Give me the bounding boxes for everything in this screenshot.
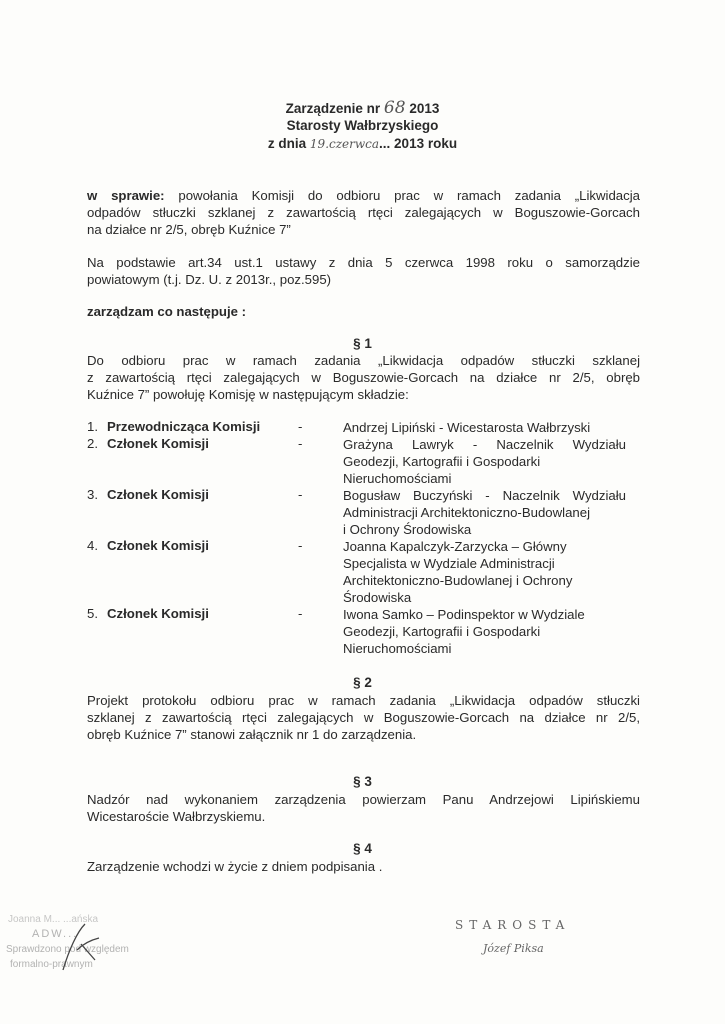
approval-stamp — [0, 912, 160, 1012]
title-year: 2013 — [409, 101, 440, 116]
stamp-line-2: ADW... — [32, 928, 79, 940]
date-prefix: z dnia — [267, 136, 307, 151]
section-1-text — [87, 352, 640, 403]
member-3-desc-line: Bogusław Buczyński - Naczelnik Wydziału — [343, 488, 626, 503]
subject-line-2: odpadów stłuczki szklanej z zawartością rtęci zalegających w Boguszowie-Gorcach — [87, 205, 640, 220]
stamp-line-4: formalno-prawnym — [10, 959, 93, 970]
member-4-number: 4. — [87, 538, 98, 553]
section-4-text — [87, 858, 640, 875]
member-2-desc-line: Grażyna Lawryk - Naczelnik Wydziału — [343, 437, 626, 452]
section-3-heading: § 3 — [353, 774, 372, 789]
member-2-desc — [343, 436, 626, 487]
member-4-desc-line: Architektoniczno-Budowlanej i Ochrony — [343, 573, 573, 588]
member-3-dash: - — [298, 487, 303, 502]
section-2-text — [87, 692, 640, 743]
starosta-stamp — [455, 918, 595, 955]
member-3-desc-line: Administracji Architektoniczno-Budowlanej — [343, 505, 591, 520]
member-1-number: 1. — [87, 419, 98, 434]
section-2-line-3: obręb Kuźnice 7” stanowi załącznik nr 1 do zarządzenia. — [87, 727, 417, 742]
member-5-number: 5. — [87, 606, 98, 621]
section-2-line-1: Projekt protokołu odbioru prac w ramach zadania „Likwidacja odpadów stłuczki — [87, 693, 640, 708]
member-5-desc-line: Geodezji, Kartografii i Gospodarki — [343, 624, 541, 639]
member-3-desc — [343, 487, 626, 538]
date-suffix: ... 2013 roku — [379, 136, 458, 151]
member-3-role: Członek Komisji — [107, 487, 209, 502]
member-3-desc-line: i Ochrony Środowiska — [343, 522, 472, 537]
subject-block — [87, 187, 640, 238]
signature: Józef Piksa — [483, 942, 544, 955]
subject-text-1: powołania Komisji do odbioru prac w ramach zadania „Likwidacja — [178, 188, 640, 203]
handwritten-number: 68 — [383, 98, 406, 118]
document-title — [0, 98, 725, 118]
section-4-heading: § 4 — [353, 841, 372, 856]
member-5-role: Członek Komisji — [107, 606, 209, 621]
subject-label: w sprawie: — [87, 188, 165, 203]
member-1-role: Przewodnicząca Komisji — [107, 419, 261, 434]
date-line — [0, 136, 725, 151]
section-3-text — [87, 791, 640, 825]
member-3-number: 3. — [87, 487, 98, 502]
member-2-desc-line: Nieruchomościami — [343, 471, 452, 486]
member-1-desc — [343, 419, 626, 436]
title-prefix: Zarządzenie nr — [285, 101, 381, 116]
section-4-line-1: Zarządzenie wchodzi w życie z dniem podpisania . — [87, 859, 383, 874]
legal-basis-line-2: powiatowym (t.j. Dz. U. z 2013r., poz.595) — [87, 272, 332, 287]
member-4-desc-line: Środowiska — [343, 590, 412, 605]
legal-basis — [87, 254, 640, 288]
stamp-title: STAROSTA — [455, 918, 571, 932]
initials-signature-icon — [55, 920, 105, 975]
issuer-line: Starosty Wałbrzyskiego — [286, 118, 439, 133]
member-4-desc-line: Joanna Kapalczyk-Zarzycka – Główny — [343, 539, 567, 554]
section-2-heading: § 2 — [353, 675, 372, 690]
section-3-line-2: Wicestaroście Wałbrzyskiemu. — [87, 809, 266, 824]
subject-line-3: na działce nr 2/5, obręb Kuźnice 7” — [87, 222, 291, 237]
stamp-line-1: Joanna M... ...ańska — [8, 914, 99, 925]
member-5-desc — [343, 606, 626, 657]
handwritten-date: 19.czerwca — [309, 137, 380, 151]
member-1-desc-line: Andrzej Lipiński - Wicestarosta Wałbrzyski — [343, 420, 591, 435]
member-4-dash: - — [298, 538, 303, 553]
section-1-line-1: Do odbioru prac w ramach zadania „Likwidacja odpadów stłuczki szklanej — [87, 353, 640, 368]
section-1-heading: § 1 — [353, 336, 372, 351]
member-4-desc — [343, 538, 626, 606]
member-4-role: Członek Komisji — [107, 538, 209, 553]
section-2-line-2: szklanej z zawartością rtęci zalegających w Boguszowie-Gorcach na działce nr 2/5, — [87, 710, 640, 725]
member-2-dash: - — [298, 436, 303, 451]
member-4-desc-line: Specjalista w Wydziale Administracji — [343, 556, 555, 571]
section-3-line-1: Nadzór nad wykonaniem zarządzenia powierzam Panu Andrzejowi Lipińskiemu — [87, 792, 640, 807]
member-2-role: Członek Komisji — [107, 436, 209, 451]
section-1-line-3: Kuźnice 7” powołuję Komisję w następującym składzie: — [87, 387, 409, 402]
member-2-desc-line: Geodezji, Kartografii i Gospodarki — [343, 454, 541, 469]
member-5-dash: - — [298, 606, 303, 621]
member-2-number: 2. — [87, 436, 98, 451]
stamp-line-3: Sprawdzono pod względem — [6, 944, 129, 955]
section-1-line-2: z zawartością rtęci zalegających w Boguszowie-Gorcach na działce nr 2/5, obręb — [87, 370, 640, 385]
member-5-desc-line: Nieruchomościami — [343, 641, 452, 656]
order-heading: zarządzam co następuje : — [87, 304, 247, 319]
member-5-desc-line: Iwona Samko – Podinspektor w Wydziale — [343, 607, 585, 622]
member-1-dash: - — [298, 419, 303, 434]
subject-line-1 — [87, 187, 640, 204]
legal-basis-line-1: Na podstawie art.34 ust.1 ustawy z dnia 5 czerwca 1998 roku o samorządzie — [87, 255, 640, 270]
